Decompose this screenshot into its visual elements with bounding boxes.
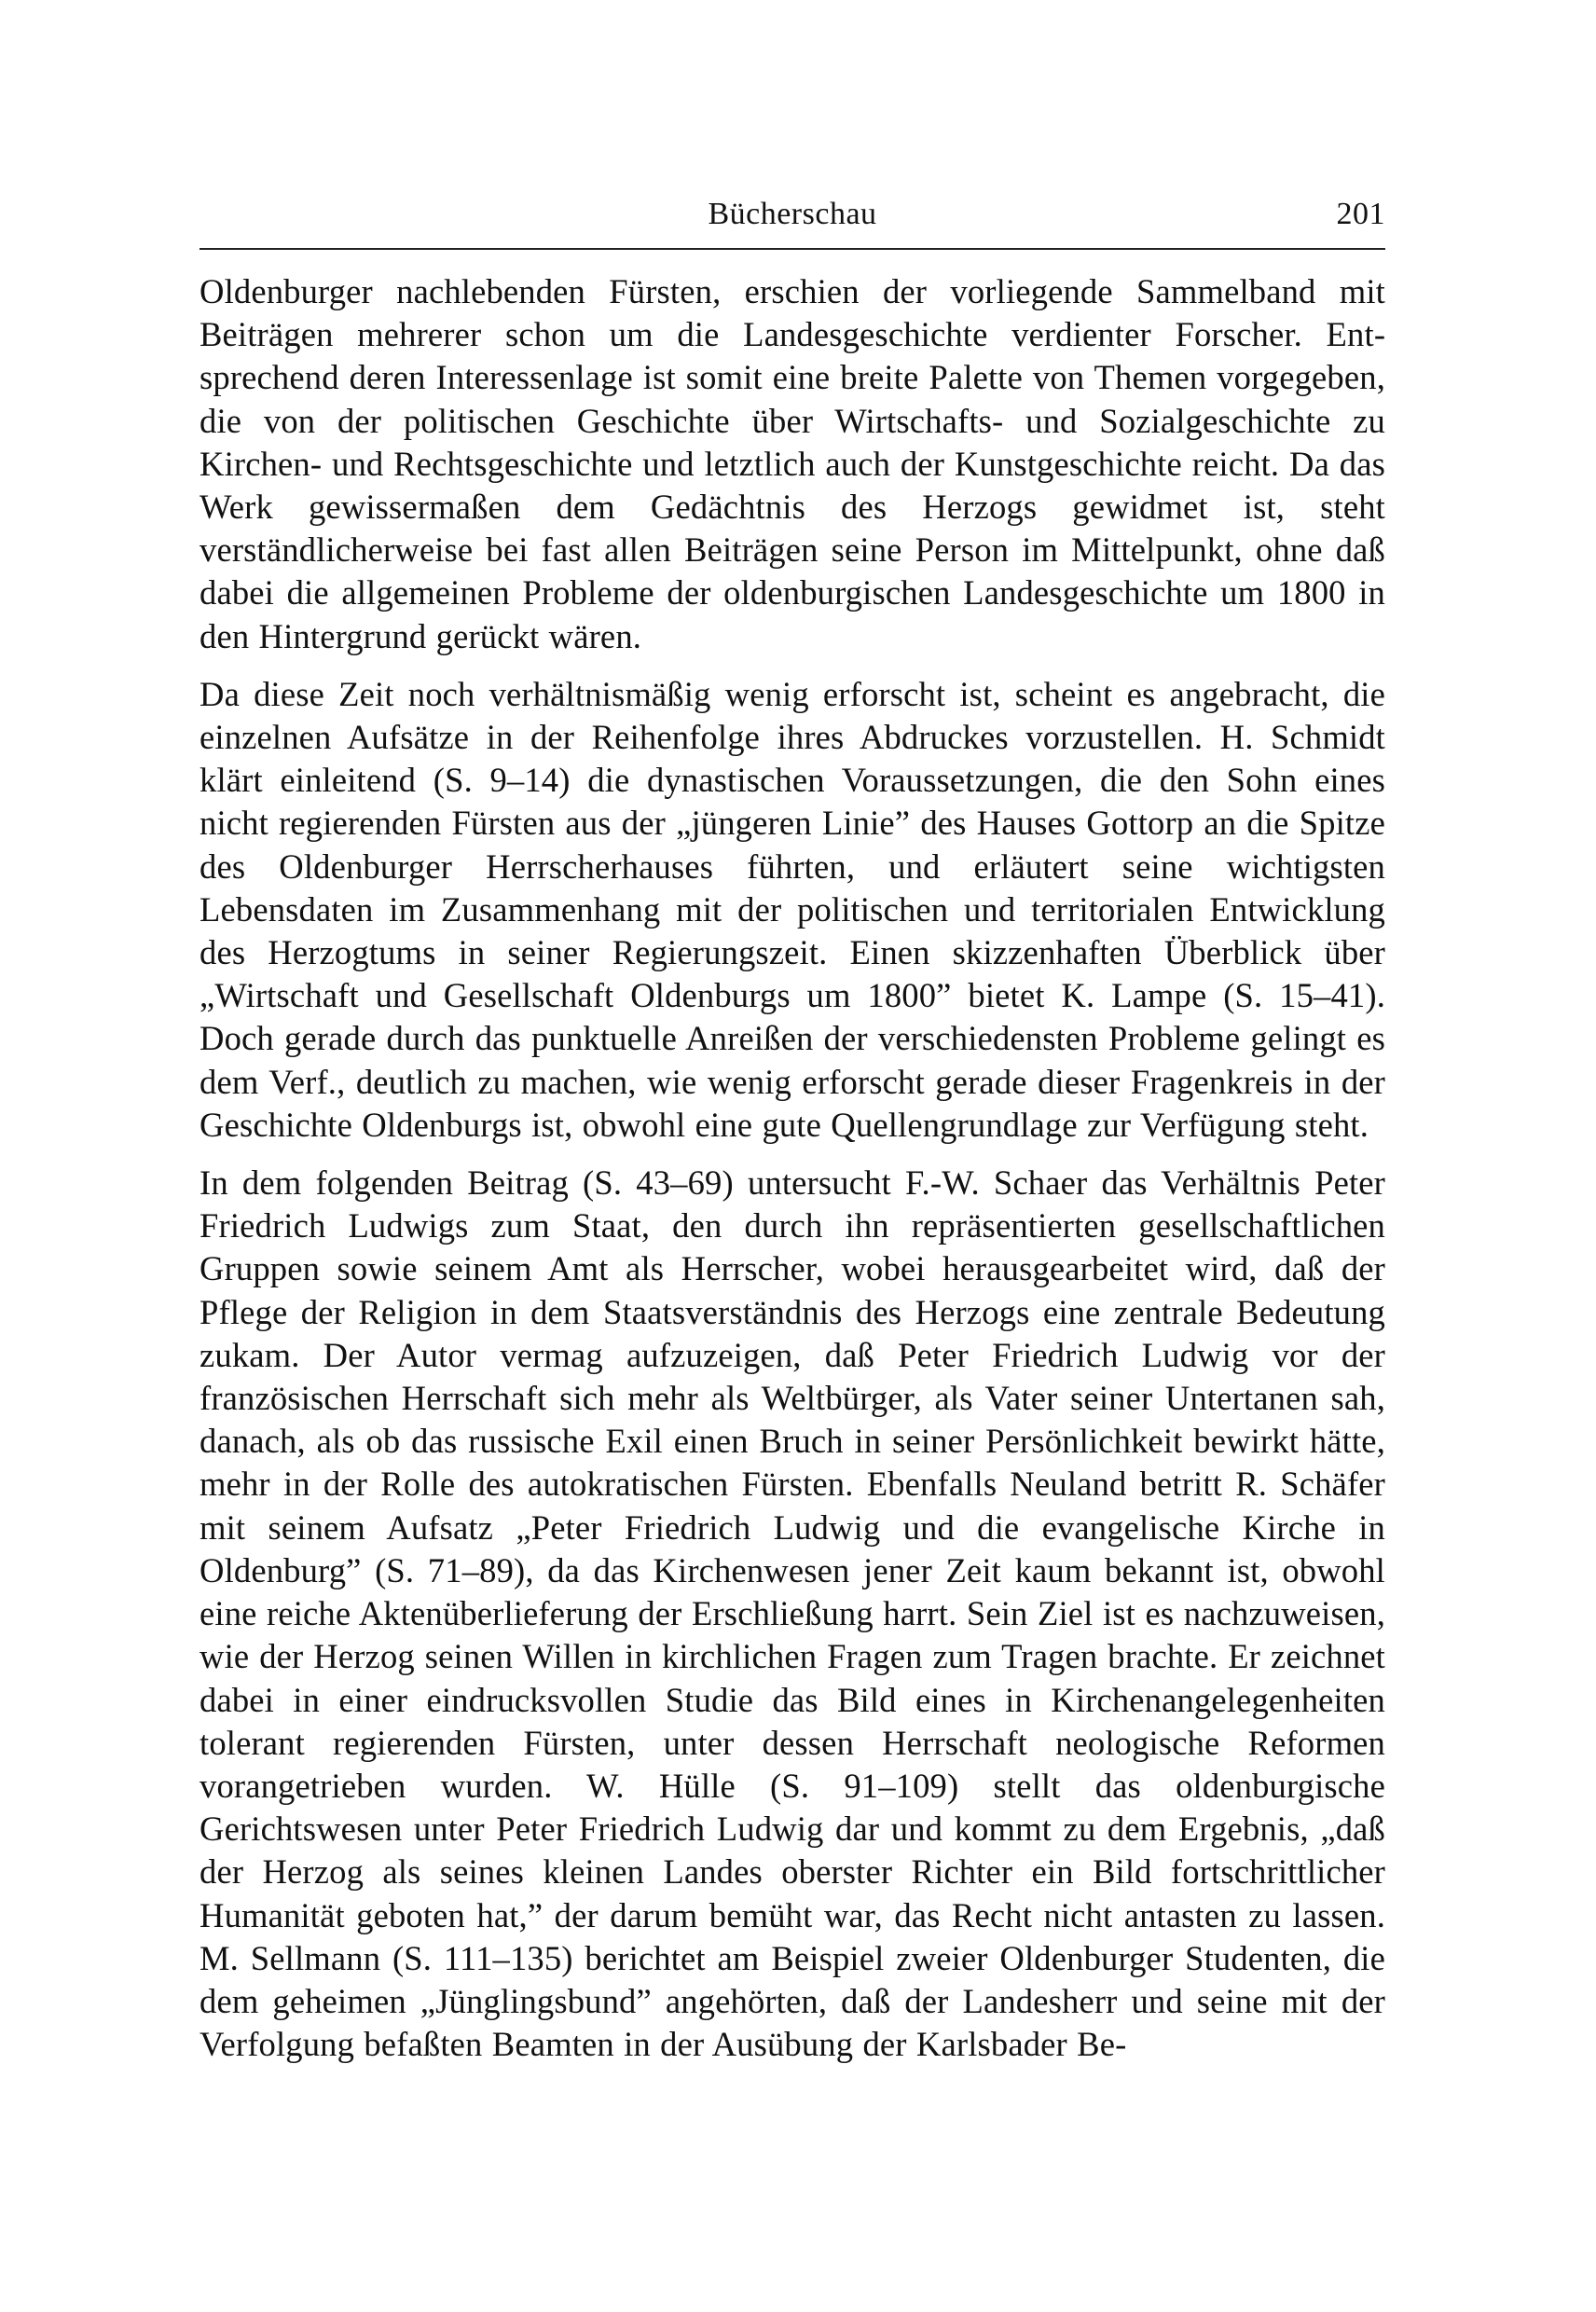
header-rule	[200, 248, 1385, 250]
running-title: Bücherschau	[708, 197, 877, 231]
body-text	[200, 270, 1385, 2066]
paragraph: In dem folgenden Beitrag (S. 43–69) untersucht F.-W. Schaer das Verhältnis Peter Friedrich Ludwigs zum Staat, den durch ihn repräsentierten gesellschaftlichen Gruppen sowie seinem Amt als Herrscher, wobei herausgearbeitet wird, daß der Pflege der Religion in dem Staatsverständnis des Herzogs eine zentrale Bedeutung zukam. Der Autor vermag aufzuzeigen, daß Peter Friedrich Ludwig vor der französischen Herrschaft sich mehr als Weltbürger, als Vater seiner Untertanen sah, danach, als ob das russische Exil einen Bruch in seiner Persönlichkeit bewirkt hätte, mehr in der Rolle des autokratischen Fürsten. Ebenfalls Neuland betritt R. Schäfer mit seinem Aufsatz „Peter Friedrich Ludwig und die evangelische Kirche in Oldenburg” (S. 71–89), da das Kirchenwesen jener Zeit kaum bekannt ist, obwohl eine reiche Aktenüberlieferung der Erschließung harrt. Sein Ziel ist es nachzuweisen, wie der Herzog seinen Willen in kirchlichen Fragen zum Tragen brachte. Er zeichnet dabei in einer eindrucksvollen Studie das Bild eines in Kirchenangelegenheiten tolerant regierenden Fürsten, unter dessen Herrschaft neologische Reformen vorangetrieben wurden. W. Hülle (S. 91–109) stellt das oldenburgische Gerichtswesen unter Peter Friedrich Ludwig dar und kommt zu dem Ergebnis, „daß der Herzog als seines kleinen Landes oberster Richter ein Bild fortschrittlicher Humanität geboten hat,” der darum bemüht war, das Recht nicht antasten zu lassen. M. Sellmann (S. 111–135) berichtet am Beispiel zweier Oldenburger Studenten, die dem geheimen „Jünglingsbund” angehörten, daß der Landesherr und seine mit der Verfolgung befaßten Beamten in der Ausübung der Karlsbader Be-	[200, 1163, 1385, 2064]
book-page	[200, 194, 1385, 2081]
paragraph: Oldenburger nachlebenden Fürsten, erschien der vorliegende Sammelband mit Beiträgen mehrerer schon um die Landesgeschichte verdienter Forscher. Entsprechend deren Interessenlage ist somit eine breite Palette von Themen vorgegeben, die von der politischen Geschichte über Wirtschafts- und Sozialgeschichte zu Kirchen- und Rechtsgeschichte und letztlich auch der Kunstgeschichte reicht. Da das Werk gewissermaßen dem Gedächtnis des Herzogs gewidmet ist, steht verständlicherweise bei fast allen Beiträgen seine Person im Mittelpunkt, ohne daß dabei die allgemeinen Probleme der oldenburgischen Landesgeschichte um 1800 in den Hintergrund gerückt wären.	[200, 272, 1385, 655]
running-head	[200, 194, 1385, 241]
paragraph: Da diese Zeit noch verhältnismäßig wenig erforscht ist, scheint es angebracht, die einzelnen Aufsätze in der Reihenfolge ihres Abdruckes vorzustellen. H. Schmidt klärt einleitend (S. 9–14) die dynastischen Voraussetzungen, die den Sohn eines nicht regierenden Fürsten aus der „jüngeren Linie” des Hauses Gottorp an die Spitze des Oldenburger Herrscherhauses führten, und erläutert seine wichtigsten Lebensdaten im Zusammenhang mit der politischen und territorialen Entwicklung des Herzogtums in seiner Regierungszeit. Einen skizzenhaften Überblick über „Wirtschaft und Gesellschaft Oldenburgs um 1800” bietet K. Lampe (S. 15–41). Doch gerade durch das punktuelle Anreißen der verschiedensten Probleme gelingt es dem Verf., deutlich zu machen, wie wenig erforscht gerade dieser Fragenkreis in der Geschichte Oldenburgs ist, obwohl eine gute Quellengrundlage zur Verfügung steht.	[200, 674, 1385, 1144]
page-number: 201	[1336, 197, 1385, 231]
